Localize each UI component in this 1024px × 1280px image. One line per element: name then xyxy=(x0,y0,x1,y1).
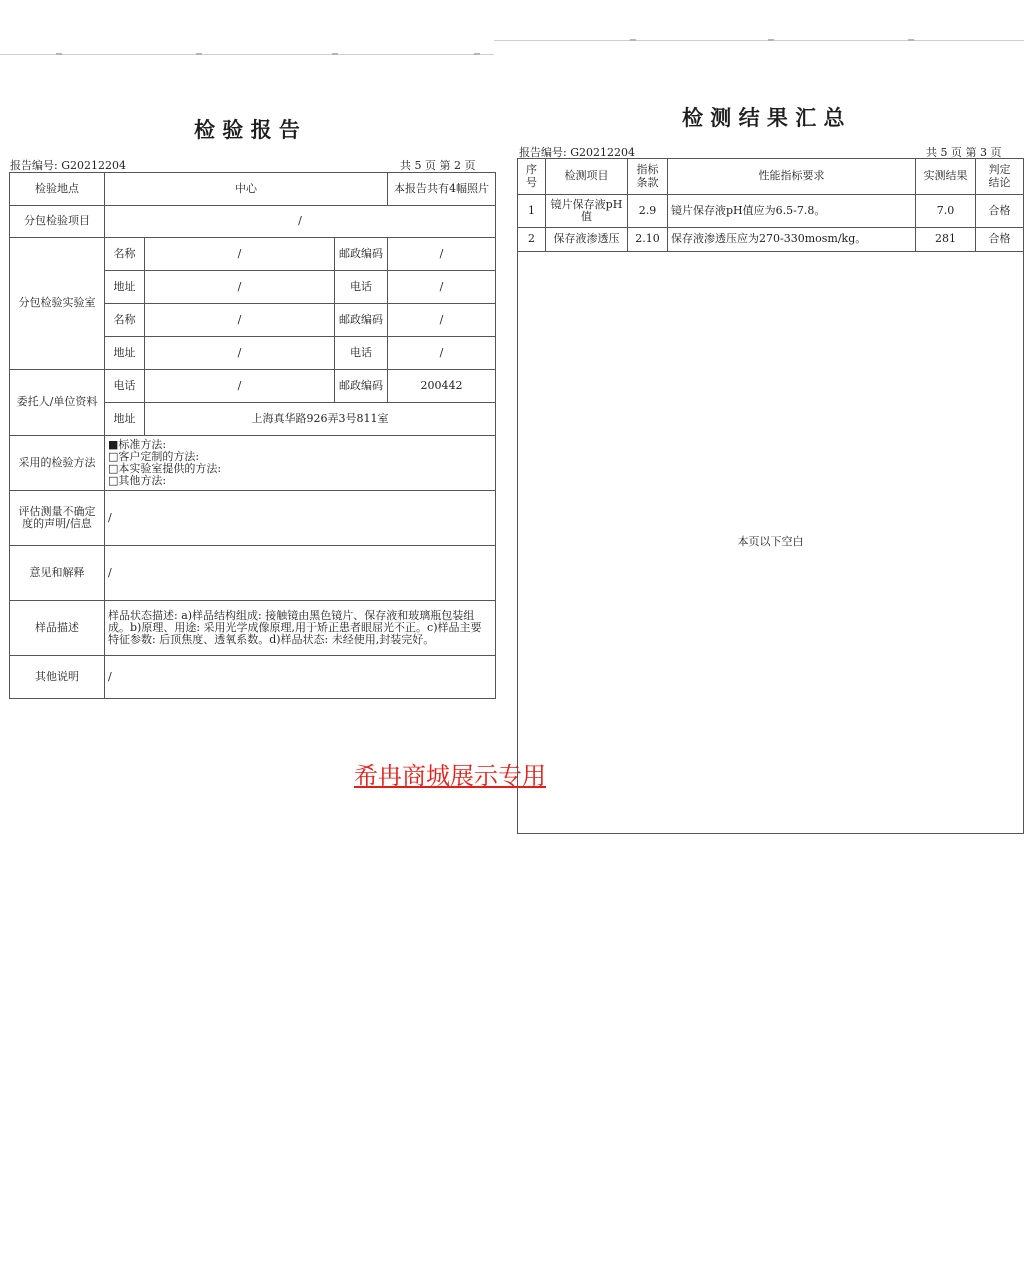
uncertainty-label-line: 度的声明/信息 xyxy=(22,517,92,530)
lab-field-value: / xyxy=(145,337,335,370)
lab-field-value: / xyxy=(388,271,496,304)
row-clause: 2.10 xyxy=(628,228,668,252)
left-report-number: 报告编号: G20212204 xyxy=(10,159,126,172)
header-seq-line: 序 xyxy=(526,163,537,177)
header-verdict xyxy=(976,159,1024,195)
row-item-line: 镜片保存液pH xyxy=(550,197,623,211)
subcontract-lab-label: 分包检验实验室 xyxy=(10,238,105,370)
header-verdict-line: 结论 xyxy=(988,175,1011,189)
client-phone-value: / xyxy=(145,370,335,403)
right-report-number: 报告编号: G20212204 xyxy=(519,146,635,159)
client-label: 委托人/单位资料 xyxy=(10,370,105,436)
scan-edge-line xyxy=(0,54,494,55)
watermark-text: 希冉商城展示专用 xyxy=(354,762,546,790)
table-row xyxy=(518,228,1024,252)
method-label: 采用的检验方法 xyxy=(10,436,105,491)
table-row xyxy=(518,195,1024,228)
scan-mark xyxy=(768,39,774,41)
header-seq-line: 号 xyxy=(526,175,537,189)
subcontract-item-value: / xyxy=(105,206,496,238)
row-verdict: 合格 xyxy=(976,195,1024,228)
inspection-site-label: 检验地点 xyxy=(10,173,105,206)
scan-edge-line xyxy=(494,40,1024,41)
client-postcode-value: 200442 xyxy=(388,370,496,403)
row-seq: 1 xyxy=(518,195,546,228)
lab-field-label: 邮政编码 xyxy=(335,304,388,337)
results-summary-table xyxy=(517,158,1024,834)
table-header-row xyxy=(518,159,1024,195)
header-clause-line: 指标 xyxy=(636,163,659,177)
uncertainty-label-line: 评估测量不确定 xyxy=(18,504,96,518)
blank-area-row xyxy=(518,252,1024,834)
lab-field-label: 地址 xyxy=(105,271,145,304)
row-item: 保存液渗透压 xyxy=(546,228,628,252)
right-page-info: 共 5 页 第 3 页 xyxy=(926,146,1002,159)
scan-mark xyxy=(332,53,338,55)
row-result: 7.0 xyxy=(916,195,976,228)
header-item: 检测项目 xyxy=(546,159,628,195)
scan-mark xyxy=(196,53,202,55)
lab-field-label: 电话 xyxy=(335,271,388,304)
lab-field-label: 邮政编码 xyxy=(335,238,388,271)
row-result: 281 xyxy=(916,228,976,252)
row-clause: 2.9 xyxy=(628,195,668,228)
lab-field-label: 名称 xyxy=(105,238,145,271)
lab-field-value: / xyxy=(388,337,496,370)
lab-field-value: / xyxy=(145,238,335,271)
method-options xyxy=(105,436,496,491)
client-address-value: 上海真华路926弄3号811室 xyxy=(145,403,496,436)
table-row xyxy=(10,173,496,206)
method-option: □本实验室提供的方法: xyxy=(108,462,222,475)
other-label: 其他说明 xyxy=(10,656,105,699)
table-row xyxy=(10,238,496,271)
header-requirement: 性能指标要求 xyxy=(668,159,916,195)
photo-note: 本报告共有4幅照片 xyxy=(388,173,496,206)
table-row xyxy=(10,436,496,491)
lab-field-value: / xyxy=(388,238,496,271)
lab-field-label: 地址 xyxy=(105,337,145,370)
row-item xyxy=(546,195,628,228)
sample-label: 样品描述 xyxy=(10,601,105,656)
table-row xyxy=(10,546,496,601)
row-verdict: 合格 xyxy=(976,228,1024,252)
right-report-title: 检 测 结 果 汇 总 xyxy=(682,105,845,130)
method-option: □其他方法: xyxy=(108,474,167,488)
inspection-site-value: 中心 xyxy=(105,173,388,206)
method-option: □客户定制的方法: xyxy=(108,449,200,463)
lab-field-value: / xyxy=(145,304,335,337)
row-requirement: 保存液渗透压应为270-330mosm/kg。 xyxy=(668,228,916,252)
row-requirement: 镜片保存液pH值应为6.5-7.8。 xyxy=(668,195,916,228)
client-phone-label: 电话 xyxy=(105,370,145,403)
lab-field-value: / xyxy=(388,304,496,337)
lab-field-label: 电话 xyxy=(335,337,388,370)
opinion-value: / xyxy=(105,546,496,601)
lab-field-value: / xyxy=(145,271,335,304)
method-option: ■标准方法: xyxy=(108,437,167,451)
scan-mark xyxy=(474,53,480,55)
table-row xyxy=(10,370,496,403)
table-row xyxy=(10,601,496,656)
row-item-line: 值 xyxy=(581,210,592,223)
header-seq xyxy=(518,159,546,195)
left-page-info: 共 5 页 第 2 页 xyxy=(400,159,476,172)
row-seq: 2 xyxy=(518,228,546,252)
uncertainty-label xyxy=(10,491,105,546)
header-clause-line: 条款 xyxy=(636,175,659,189)
lab-field-label: 名称 xyxy=(105,304,145,337)
table-row xyxy=(10,491,496,546)
subcontract-item-label: 分包检验项目 xyxy=(10,206,105,238)
header-result: 实测结果 xyxy=(916,159,976,195)
left-inspection-table xyxy=(9,172,496,699)
client-address-label: 地址 xyxy=(105,403,145,436)
blank-note: 本页以下空白 xyxy=(518,252,1024,834)
sample-description: 样品状态描述: a)样品结构组成: 接触镜由黑色镜片、保存液和玻璃瓶包装组成。b)原理、用途: 采用光学成像原理,用于矫正患者眼屈光不正。c)样品主要特征参数: 后顶焦度、透氧系数。d)样品状态: 未经使用,封装完好。 xyxy=(105,601,496,656)
opinion-label: 意见和解释 xyxy=(10,546,105,601)
table-row xyxy=(10,206,496,238)
uncertainty-value: / xyxy=(105,491,496,546)
header-verdict-line: 判定 xyxy=(988,163,1011,177)
scan-mark xyxy=(630,39,636,41)
client-postcode-label: 邮政编码 xyxy=(335,370,388,403)
scan-mark xyxy=(908,39,914,41)
header-clause xyxy=(628,159,668,195)
scan-mark xyxy=(56,53,62,55)
left-report-title: 检 验 报 告 xyxy=(194,117,300,142)
other-value: / xyxy=(105,656,496,699)
table-row xyxy=(10,656,496,699)
